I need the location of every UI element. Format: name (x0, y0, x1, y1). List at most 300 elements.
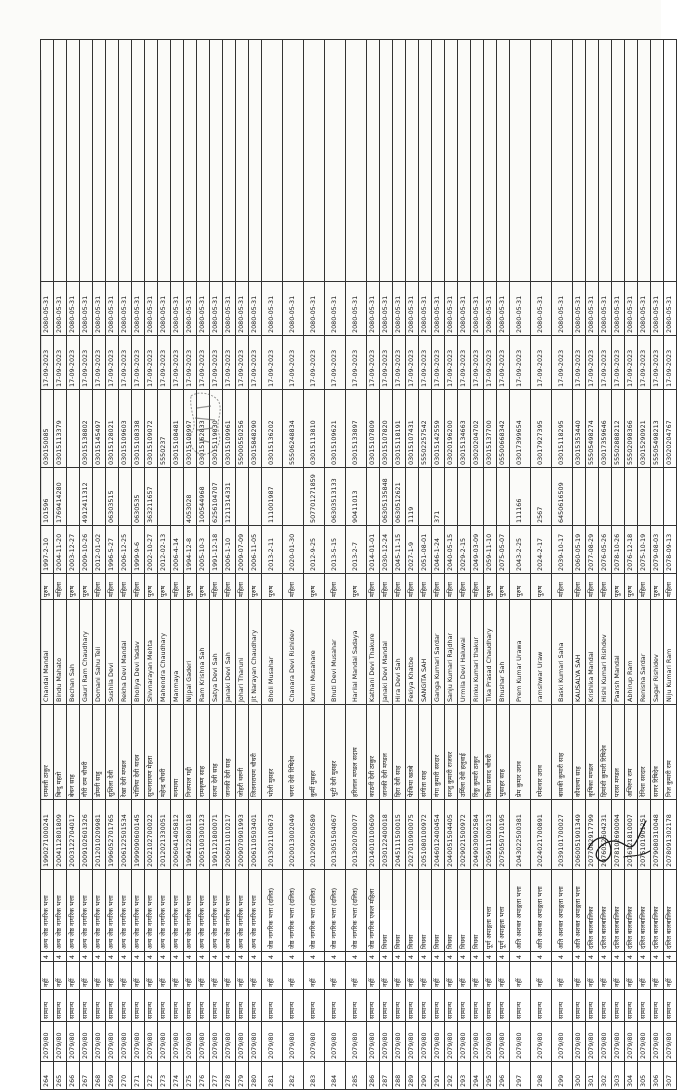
id-number-cell: 2013021100673 (262, 800, 283, 870)
issue-date-cell: 17-09-2023 (346, 336, 367, 390)
name-nepali-cell: जोहरी थरुनी (236, 705, 249, 800)
remarks-cell (236, 40, 249, 282)
name-english-cell: Janaki Devi Mandal (380, 600, 393, 705)
birth-date-cell: 2013-2-11 (262, 526, 283, 574)
name-nepali-cell: कृषिका मण्डल (586, 705, 599, 800)
name-nepali-cell: गौरी राम चौधरी (80, 705, 93, 800)
birth-date-cell: 2006-11-05 (249, 526, 262, 574)
birth-date-cell: 2043-2-25 (510, 526, 531, 574)
fiscal-year-cell: 2079/80 (249, 1022, 262, 1062)
contact-number-cell: 6256104707 (210, 468, 223, 526)
remarks-cell (283, 40, 304, 282)
table-row (106, 40, 119, 1090)
gender-cell: पुरुष (184, 574, 197, 600)
code-cell: 4 (54, 952, 67, 962)
name-english-cell: Niju Kumari Ram (664, 600, 677, 705)
allowance-category-cell: जेष्ठ नागरिक भत्ता (दलित) (304, 870, 325, 952)
remarks-cell (393, 40, 406, 282)
remarks-cell (223, 40, 236, 282)
contact-number-cell: 363211657 (145, 468, 158, 526)
name-english-cell: Sushila Devi (106, 600, 119, 705)
birth-date-cell: 2004-11-20 (54, 526, 67, 574)
remarks-cell (54, 40, 67, 282)
valid-until-cell: 2080-05-31 (262, 282, 283, 336)
allowance-category-cell: विधवा (406, 870, 419, 952)
type-cell: सामान्य (223, 990, 236, 1022)
fiscal-year-cell: 2079/80 (552, 1022, 573, 1062)
contact-number-cell (158, 468, 171, 526)
account-number-cell: 03015118191 (393, 390, 406, 468)
place-cell: नहीं (93, 962, 106, 990)
name-nepali-cell: मनमाया (171, 705, 184, 800)
valid-until-cell: 2080-05-31 (119, 282, 132, 336)
type-cell: सामान्य (380, 990, 393, 1022)
fiscal-year-cell: 2079/80 (119, 1022, 132, 1062)
id-number-cell: 2049030902584 (471, 800, 484, 870)
name-english-cell: Tika Prasad Chaudhary (484, 600, 497, 705)
name-english-cell: Jit Narayan Chaudhary (249, 600, 262, 705)
contact-number-cell (471, 468, 484, 526)
contact-number-cell: 100544968 (197, 468, 210, 526)
code-cell: 4 (184, 952, 197, 962)
type-cell: सामान्य (132, 990, 145, 1022)
name-english-cell: Bhuti Devi Musahar (325, 600, 346, 705)
name-nepali-cell: रेखा देवी मण्डल (119, 705, 132, 800)
type-cell: सामान्य (93, 990, 106, 1022)
remarks-cell (145, 40, 158, 282)
account-number-cell: 55502888212 (612, 390, 625, 468)
allowance-category-cell: जेष्ठ नागरिक एकल महिला (367, 870, 380, 952)
place-cell: नहीं (158, 962, 171, 990)
name-nepali-cell: निज कुमारी राम (664, 705, 677, 800)
valid-until-cell: 2080-05-31 (445, 282, 458, 336)
place-cell: नहीं (497, 962, 510, 990)
type-cell: सामान्य (197, 990, 210, 1022)
issue-date-cell: 17-09-2023 (158, 336, 171, 390)
gender-cell: महिला (223, 574, 236, 600)
account-number-cell: 55506248834 (283, 390, 304, 468)
name-english-cell: Sagar Rishidev (651, 600, 664, 705)
name-english-cell: Bholiya Devi Yadav (132, 600, 145, 705)
fiscal-year-cell: 2079/80 (54, 1022, 67, 1062)
issue-date-cell: 17-09-2023 (67, 336, 80, 390)
code-cell: 4 (171, 952, 184, 962)
serial-number-cell: 292 (445, 1062, 458, 1090)
type-cell: सामान्य (393, 990, 406, 1022)
valid-until-cell: 2080-05-31 (586, 282, 599, 336)
serial-number-cell: 280 (249, 1062, 262, 1090)
fiscal-year-cell: 2079/80 (283, 1022, 304, 1062)
place-cell: नहीं (223, 962, 236, 990)
remarks-cell (458, 40, 471, 282)
name-nepali-cell: बिन्दु महतो (54, 705, 67, 800)
allowance-category-cell: विधवा (445, 870, 458, 952)
allowance-category-cell: दलित बालबालिका (612, 870, 625, 952)
table-row (184, 40, 197, 1090)
allowance-category-cell: अन्य जेष्ठ नागरिक भत्ता (210, 870, 223, 952)
code-cell: 4 (119, 952, 132, 962)
table-row (510, 40, 531, 1090)
issue-date-cell: 17-09-2023 (283, 336, 304, 390)
id-number-cell: 2009102601326 (80, 800, 93, 870)
valid-until-cell: 2080-05-31 (612, 282, 625, 336)
gender-cell: महिला (325, 574, 346, 600)
fiscal-year-cell: 2079/80 (171, 1022, 184, 1062)
account-number-cell: 03015138802 (80, 390, 93, 468)
serial-number-cell: 264 (41, 1062, 54, 1090)
birth-date-cell: 2024-2-17 (531, 526, 552, 574)
place-cell: नहीं (586, 962, 599, 990)
code-cell: 4 (638, 952, 651, 962)
account-number-cell: 03015107820 (380, 390, 393, 468)
id-number-cell: 2003122704017 (67, 800, 80, 870)
birth-date-cell: 2060-05-19 (573, 526, 586, 574)
gender-cell: महिला (93, 574, 106, 600)
name-nepali-cell: रामवती ठाकुर (41, 705, 54, 800)
remarks-cell (552, 40, 573, 282)
valid-until-cell: 2080-05-31 (325, 282, 346, 336)
code-cell: 4 (419, 952, 432, 962)
code-cell: 4 (158, 952, 171, 962)
code-cell: 4 (599, 952, 612, 962)
remarks-cell (664, 40, 677, 282)
place-cell: नहीं (283, 962, 304, 990)
gender-cell: महिला (419, 574, 432, 600)
serial-number-cell: 285 (346, 1062, 367, 1090)
table-row (54, 40, 67, 1090)
allowance-category-cell: अति अशक्त अपाङ्गता भत्ता (573, 870, 586, 952)
type-cell: सामान्य (283, 990, 304, 1022)
serial-number-cell: 266 (67, 1062, 80, 1090)
birth-date-cell: 1991-12-18 (210, 526, 223, 574)
code-cell: 4 (586, 952, 599, 962)
allowance-category-cell: अन्य जेष्ठ नागरिक भत्ता (145, 870, 158, 952)
table-row (197, 40, 210, 1090)
fiscal-year-cell: 2079/80 (41, 1022, 54, 1062)
serial-number-cell: 304 (625, 1062, 638, 1090)
issue-date-cell: 17-09-2023 (262, 336, 283, 390)
code-cell: 4 (346, 952, 367, 962)
contact-number-cell: 371 (432, 468, 445, 526)
allowance-category-cell: दलित बालबालिका (638, 870, 651, 952)
serial-number-cell: 307 (664, 1062, 677, 1090)
fiscal-year-cell: 2079/80 (106, 1022, 119, 1062)
name-nepali-cell: उर्मिला देवी हलुवाई (458, 705, 471, 800)
birth-date-cell: 2039-10-17 (552, 526, 573, 574)
place-cell: नहीं (573, 962, 586, 990)
allowance-category-cell: दलित बालबालिका (651, 870, 664, 952)
id-number-cell: 2043022500381 (510, 800, 531, 870)
remarks-cell (380, 40, 393, 282)
serial-number-cell: 270 (119, 1062, 132, 1090)
valid-until-cell: 2080-05-31 (380, 282, 393, 336)
name-nepali-cell: अभिरुप राम (625, 705, 638, 800)
valid-until-cell: 2080-05-31 (367, 282, 380, 336)
code-cell: 4 (132, 952, 145, 962)
fiscal-year-cell: 2079/80 (419, 1022, 432, 1062)
fiscal-year-cell: 2079/80 (380, 1022, 393, 1062)
allowance-category-cell: अति अशक्त अपाङ्गता भत्ता (531, 870, 552, 952)
account-number-cell: 03015109603 (119, 390, 132, 468)
code-cell: 4 (197, 952, 210, 962)
birth-date-cell: 2012-02-13 (158, 526, 171, 574)
valid-until-cell: 2080-05-31 (432, 282, 445, 336)
name-nepali-cell: तिका प्रसाद चौधरी (484, 705, 497, 800)
fiscal-year-cell: 2079/80 (531, 1022, 552, 1062)
id-number-cell: 2013020700077 (346, 800, 367, 870)
name-nepali-cell: कौशल्या साह (573, 705, 586, 800)
type-cell: सामान्य (625, 990, 638, 1022)
valid-until-cell: 2080-05-31 (236, 282, 249, 336)
gender-cell: पुरुष (197, 574, 210, 600)
remarks-cell (419, 40, 432, 282)
name-nepali-cell: भुसाहर साह (497, 705, 510, 800)
remarks-cell (304, 40, 325, 282)
type-cell: सामान्य (458, 990, 471, 1022)
code-cell: 4 (510, 952, 531, 962)
allowance-category-cell: जेष्ठ नागरिक भत्ता (दलित) (325, 870, 346, 952)
table-row (80, 40, 93, 1090)
code-cell: 4 (552, 952, 573, 962)
place-cell: नहीं (445, 962, 458, 990)
allowance-category-cell: जेष्ठ नागरिक भत्ता (दलित) (346, 870, 367, 952)
table-row (249, 40, 262, 1090)
place-cell: नहीं (625, 962, 638, 990)
gender-cell: पुरुष (510, 574, 531, 600)
gender-cell: महिला (458, 574, 471, 600)
table-row (346, 40, 367, 1090)
valid-until-cell: 2080-05-31 (106, 282, 119, 336)
id-number-cell: 2030122400018 (380, 800, 393, 870)
table-row (67, 40, 80, 1090)
gender-cell: महिला (119, 574, 132, 600)
contact-number-cell: 6450616509 (552, 468, 573, 526)
serial-number-cell: 288 (393, 1062, 406, 1090)
valid-until-cell: 2080-05-31 (158, 282, 171, 336)
fiscal-year-cell: 2079/80 (346, 1022, 367, 1062)
place-cell: नहीं (664, 962, 677, 990)
place-cell: नहीं (367, 962, 380, 990)
code-cell: 4 (497, 952, 510, 962)
birth-date-cell: 2075-05-07 (497, 526, 510, 574)
id-number-cell: 2006041405812 (171, 800, 184, 870)
type-cell: सामान्य (262, 990, 283, 1022)
type-cell: सामान्य (445, 990, 458, 1022)
remarks-cell (497, 40, 510, 282)
contact-number-cell (651, 468, 664, 526)
gender-cell: पुरुष (651, 574, 664, 600)
gender-cell: महिला (471, 574, 484, 600)
allowance-category-cell: अन्य जेष्ठ नागरिक भत्ता (80, 870, 93, 952)
serial-number-cell: 265 (54, 1062, 67, 1090)
gender-cell: महिला (599, 574, 612, 600)
name-nepali-cell: जितनारायण चौधरी (249, 705, 262, 800)
issue-date-cell: 17-09-2023 (625, 336, 638, 390)
allowance-category-cell: दलित बालबालिका (599, 870, 612, 952)
remarks-cell (471, 40, 484, 282)
applicant-register-table (40, 39, 677, 1090)
allowance-category-cell: दलित बालबालिका (625, 870, 638, 952)
fiscal-year-cell: 2079/80 (80, 1022, 93, 1062)
contact-number-cell (367, 468, 380, 526)
code-cell: 4 (262, 952, 283, 962)
table-row (304, 40, 325, 1090)
birth-date-cell: 2049-03-09 (471, 526, 484, 574)
type-cell: सामान्य (367, 990, 380, 1022)
serial-number-cell: 293 (458, 1062, 471, 1090)
type-cell: सामान्य (346, 990, 367, 1022)
serial-number-cell: 272 (145, 1062, 158, 1090)
gender-cell: महिला (283, 574, 304, 600)
id-number-cell: 2078091302178 (664, 800, 677, 870)
place-cell: नहीं (393, 962, 406, 990)
valid-until-cell: 2080-05-31 (171, 282, 184, 336)
fiscal-year-cell: 2079/80 (304, 1022, 325, 1062)
account-number-cell: 03015109621 (325, 390, 346, 468)
register-sheet (40, 40, 674, 1090)
fiscal-year-cell: 2079/80 (612, 1022, 625, 1062)
remarks-cell (184, 40, 197, 282)
name-nepali-cell: कुर्मी मुसहर (304, 705, 325, 800)
contact-number-cell (67, 468, 80, 526)
remarks-cell (262, 40, 283, 282)
type-cell: सामान्य (638, 990, 651, 1022)
table-row (445, 40, 458, 1090)
serial-number-cell: 301 (586, 1062, 599, 1090)
fiscal-year-cell: 2079/80 (197, 1022, 210, 1062)
name-english-cell: Krishika Mandal (586, 600, 599, 705)
fiscal-year-cell: 2079/80 (325, 1022, 346, 1062)
contact-number-cell: 1211314331 (223, 468, 236, 526)
birth-date-cell: 2006-1-10 (223, 526, 236, 574)
fiscal-year-cell: 2079/80 (445, 1022, 458, 1062)
id-number-cell: 2006011010217 (223, 800, 236, 870)
code-cell: 4 (223, 952, 236, 962)
type-cell: सामान्य (210, 990, 223, 1022)
contact-number-cell (283, 468, 304, 526)
serial-number-cell: 296 (497, 1062, 510, 1090)
birth-date-cell: 2078-09-13 (664, 526, 677, 574)
serial-number-cell: 278 (223, 1062, 236, 1090)
name-english-cell: Mahendra Chaudhary (158, 600, 171, 705)
id-number-cell: 2046012400454 (432, 800, 445, 870)
name-nepali-cell: जानकी देवी मण्डल (380, 705, 393, 800)
table-row (664, 40, 677, 1090)
name-english-cell: Fekiya Khatbe (406, 600, 419, 705)
gender-cell: पुरुष (41, 574, 54, 600)
name-nepali-cell: रिंकु कुमारी ठाकुर (471, 705, 484, 800)
gender-cell: महिला (367, 574, 380, 600)
birth-date-cell: 2078-10-26 (612, 526, 625, 574)
name-english-cell: Hishi Kumari Rishdev (599, 600, 612, 705)
fiscal-year-cell: 2079/80 (236, 1022, 249, 1062)
id-number-cell: 2009070901993 (236, 800, 249, 870)
table-row (458, 40, 471, 1090)
name-english-cell: Janaki Devi Sah (223, 600, 236, 705)
serial-number-cell: 276 (197, 1062, 210, 1090)
issue-date-cell: 17-09-2023 (80, 336, 93, 390)
valid-until-cell: 2080-05-31 (80, 282, 93, 336)
name-english-cell: Ganga Kumari Sardar (432, 600, 445, 705)
place-cell: नहीं (552, 962, 573, 990)
id-number-cell: 2012010209981 (93, 800, 106, 870)
id-number-cell: 1994122800118 (184, 800, 197, 870)
table-row (599, 40, 612, 1090)
account-number-cell: 03015108481 (171, 390, 184, 468)
allowance-category-cell: अन्य जेष्ठ नागरिक भत्ता (132, 870, 145, 952)
name-english-cell: Renisha Sardar (638, 600, 651, 705)
fiscal-year-cell: 2079/80 (471, 1022, 484, 1062)
fiscal-year-cell: 2079/80 (132, 1022, 145, 1062)
name-nepali-cell: सुशिला देवी (106, 705, 119, 800)
contact-number-cell: 111001987 (262, 468, 283, 526)
allowance-category-cell: अति अशक्त अपाङ्गता भत्ता (510, 870, 531, 952)
valid-until-cell: 2080-05-31 (346, 282, 367, 336)
name-english-cell: Johari Tharuni (236, 600, 249, 705)
serial-number-cell: 283 (304, 1062, 325, 1090)
table-row (380, 40, 393, 1090)
place-cell: नहीं (210, 962, 223, 990)
gender-cell: महिला (406, 574, 419, 600)
remarks-cell (531, 40, 552, 282)
serial-number-cell: 291 (432, 1062, 445, 1090)
valid-until-cell: 2080-05-31 (664, 282, 677, 336)
allowance-category-cell: विधवा (393, 870, 406, 952)
serial-number-cell: 290 (419, 1062, 432, 1090)
type-cell: सामान्य (106, 990, 119, 1022)
serial-number-cell: 284 (325, 1062, 346, 1090)
account-number-cell: 03015109961 (223, 390, 236, 468)
allowance-category-cell: विधवा (432, 870, 445, 952)
name-english-cell: Bhushar Sah (497, 600, 510, 705)
allowance-category-cell: विधवा (471, 870, 484, 952)
type-cell: सामान्य (510, 990, 531, 1022)
gender-cell: पुरुष (249, 574, 262, 600)
type-cell: सामान्य (531, 990, 552, 1022)
issue-date-cell: 17-09-2023 (380, 336, 393, 390)
fiscal-year-cell: 2079/80 (367, 1022, 380, 1062)
table-row (236, 40, 249, 1090)
gender-cell: पुरुष (158, 574, 171, 600)
account-number-cell: 03015108338 (132, 390, 145, 468)
contact-number-cell: 06303513133 (325, 468, 346, 526)
gender-cell: महिला (638, 574, 651, 600)
code-cell: 4 (93, 952, 106, 962)
issue-date-cell: 17-09-2023 (249, 336, 262, 390)
type-cell: सामान्य (552, 990, 573, 1022)
issue-date-cell: 17-09-2023 (651, 336, 664, 390)
id-number-cell: 2006110503401 (249, 800, 262, 870)
birth-date-cell: 2020-01-30 (283, 526, 304, 574)
fiscal-year-cell: 2079/80 (625, 1022, 638, 1062)
id-number-cell: 1996052701765 (106, 800, 119, 870)
remarks-cell (406, 40, 419, 282)
id-number-cell: 2039101700027 (552, 800, 573, 870)
id-number-cell: 2002102700022 (145, 800, 158, 870)
issue-date-cell: 17-09-2023 (106, 336, 119, 390)
type-cell: सामान्य (573, 990, 586, 1022)
type-cell: सामान्य (249, 990, 262, 1022)
id-number-cell: 2006122501534 (119, 800, 132, 870)
valid-until-cell: 2080-05-31 (471, 282, 484, 336)
place-cell: नहीं (531, 962, 552, 990)
table-row (419, 40, 432, 1090)
account-number-cell: 03015134663 (458, 390, 471, 468)
allowance-category-cell: विधवा (380, 870, 393, 952)
remarks-cell (651, 40, 664, 282)
remarks-cell (67, 40, 80, 282)
allowance-category-cell: अन्य जेष्ठ नागरिक भत्ता (158, 870, 171, 952)
